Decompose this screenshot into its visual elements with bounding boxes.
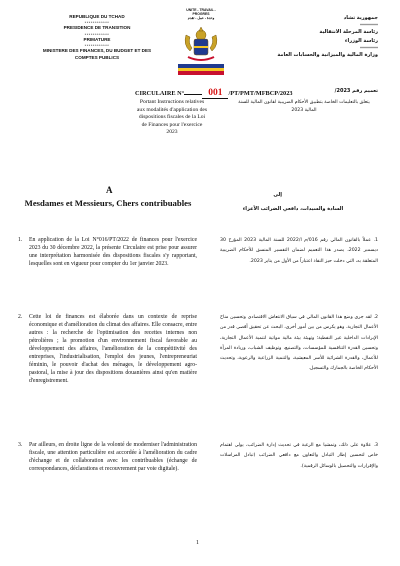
primature-name-arabic: رئاسة الوزراء xyxy=(344,38,378,44)
circular-number: 001 xyxy=(202,88,228,99)
primature-name: PRIMATURE xyxy=(83,36,111,42)
presidency-name: PRESIDENCE DE TRANSITION xyxy=(63,25,131,31)
coat-of-arms xyxy=(178,8,224,70)
address-to-arabic: إلى xyxy=(273,192,282,198)
paragraph-number: 3. xyxy=(18,442,23,448)
presidency-name-arabic: رئاسة المرحلة الانتقالية xyxy=(319,29,378,35)
ministry-name-arabic: وزارة المالية والميزانية والحسابات العامة xyxy=(277,52,378,58)
paragraph-text: En application de la Loi N°016/PT/2022 de finances pour l'exercice 2023 du 30 décembre 2022, la présente Circulaire est prise pour assurer une interprétation harmonisée des dispositions fiscales s'y rapportant, lesquelles sont en vigueur pour compter du 1er janvier 2023. xyxy=(29,237,197,267)
addressees: Mesdames et Messieurs, Chers contribuables xyxy=(24,198,192,208)
paragraph-2-arabic: 2. لقد جرى وضع هذا القانون المالي في سياق الانتعاش الاقتصادي وتحسين مناخ الأعمال التجارية. وهو يكرس من بين أمور أخرى، البحث عن تحقيق أقصى قدر من الإيرادات الداخلية غير النفطية؛ وتهيئة بيئة مالية مواتية لتنمية الأعمال التجارية، وتحسين القدرة التنافسية للمؤسسات، والتصنيع، وتوظيف الشباب، وريادة المرأة للأعمال، والقدرة الشرائية للأسر المعيشية، والتنمية الزراعية والرعوية، وتحديث الأحكام الخاصة بالجمارك والتسجيل. xyxy=(220,315,378,372)
national-flag-stripes xyxy=(178,64,224,75)
circular-title xyxy=(135,88,293,98)
circular-subject-arabic: يتعلق بالتعليمات الخاصة بتطبيق الأحكام الضريبية لقانون المالية للسنة المالية 2023 xyxy=(238,100,370,113)
country-name: REPUBLIQUE DU TCHAD xyxy=(69,14,125,19)
paragraph-text: Cette loi de finances est élaborée dans un contexte de reprise économique et d'amélioration du climat des affaires. Elle consacre, entre autres : la recherche de l'optimisation des recettes internes non pétrolières ; la promotion d'un environnement fiscal favorable au développement des affaires, l'amélioration de la compétitivité des entreprises, l'industrialisation, l'emploi des jeunes, l'entrepreneuriat féminin, le pouvoir d'achat des ménages, le développement agro-pastoral, la mise à jour des dispositions douanières ainsi qu'en matière d'enregistrement. xyxy=(29,314,197,384)
separator: ************ xyxy=(84,43,110,49)
address-to-letter: A xyxy=(106,185,113,195)
country-name-arabic: جمهورية تشاد xyxy=(343,15,378,21)
circular-prefix: CIRCULAIRE N° xyxy=(135,90,185,97)
page-number: 1 xyxy=(196,540,199,546)
emblem-motto: UNITE - TRAVAIL - PROGRES xyxy=(186,8,216,17)
paragraph-1 xyxy=(18,236,197,268)
paragraph-text: Par ailleurs, en droite ligne de la volonté de moderniser l'administration fiscale, une attention particulière est accordée à l'amélioration du cadre d'échange et de collaboration avec les contribuables (échange de correspondances, déclarations et recouvrement par voie digitale). xyxy=(29,442,197,472)
blank-line xyxy=(184,94,202,95)
paragraph-2 xyxy=(18,313,197,385)
paragraph-number: 2. xyxy=(18,314,23,320)
circular-subject: Portant Instructions relatives aux modalités d'application des dispositions fiscales de la Loi de Finances pour l'exercice 2023 xyxy=(136,99,208,135)
circular-title-arabic: تعميم رقم 2023/ xyxy=(334,88,378,94)
paragraph-3-arabic: 3. علاوة على ذلك، وتمشيا مع الرغبة في تحديث إدارة الضرائب، يولى اهتمام خاص لتحسين إطار التبادل والتعاون مع دافعي الضرائب (تبادل المراسلات والإقرارات والتحصيل بالوسائل الرقمية). xyxy=(220,443,378,469)
header-left xyxy=(38,14,156,61)
paragraph-3 xyxy=(18,441,197,473)
flag-stripe-red xyxy=(178,71,224,75)
header-right xyxy=(258,14,378,60)
separator: ************ xyxy=(84,20,110,26)
paragraph-number: 1. xyxy=(18,237,23,243)
separator: ********* xyxy=(360,46,378,51)
circular-suffix: /PT/PMT/MFBCP/2023 xyxy=(228,90,293,97)
coat-of-arms-icon xyxy=(178,21,224,65)
paragraph-1-arabic: 1. عملاً بالقانون المالي رقم 016/م ا/2022 للسنة المالية 2023 المؤرخ 30 ديسمبر 2022، يصدر هذا التعميم لضمان التفسير المنسق للأحكام الضريبية المتعلقة به، التي دخلت حيز النفاذ اعتباراً من الأول من يناير 2023. xyxy=(220,238,378,264)
addressees-arabic: السادة والسيدات، دافعي الضرائب الأعزاء xyxy=(242,206,344,212)
ministry-name: MINISTERE DES FINANCES, DU BUDGET ET DES COMPTES PUBLICS xyxy=(42,48,152,60)
emblem-motto-arabic: وحدة - عمل - تقدم xyxy=(187,16,215,21)
separator: ********* xyxy=(360,23,378,28)
separator: ************ xyxy=(84,31,110,37)
